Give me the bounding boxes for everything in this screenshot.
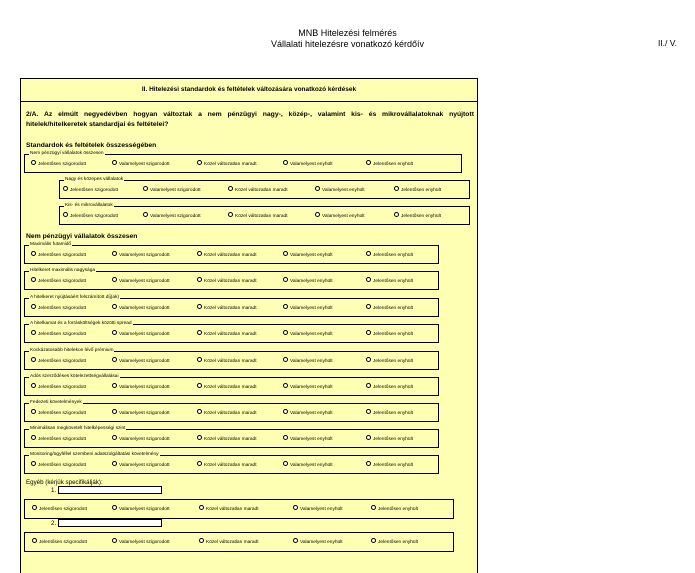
section-title: II. Hitelezési standardok és feltételek változására vonatkozó kérdések [141, 86, 357, 93]
radio-button[interactable] [31, 435, 36, 440]
radio-option[interactable]: Valamelyest enyhült [283, 305, 333, 312]
option-group-label: Kockázatosabb hitelekon lévő prémium [30, 348, 114, 353]
radio-button[interactable] [293, 505, 298, 510]
radio-option[interactable]: Jelentősen szigorodott [31, 161, 86, 168]
radio-option[interactable]: Jelentősen szigorodott [31, 358, 86, 365]
radio-option[interactable]: Valamelyest enyhült [315, 187, 365, 194]
group2-title: Nem pénzügyi vállalatok összesen [26, 233, 138, 240]
option-group-label: Hitelkeret maximális nagysága [30, 268, 96, 273]
radio-button[interactable] [197, 160, 202, 165]
radio-option[interactable]: Valamelyest szigorodott [112, 252, 170, 259]
option-group [24, 151, 462, 173]
radio-option[interactable]: Valamelyest szigorodott [112, 539, 170, 546]
radio-button[interactable] [197, 357, 202, 362]
radio-button[interactable] [371, 505, 376, 510]
radio-button[interactable] [112, 330, 117, 335]
option-group [24, 295, 439, 317]
radio-button[interactable] [31, 383, 36, 388]
radio-option[interactable]: Jelentősen szigorodott [31, 331, 86, 338]
radio-button[interactable] [366, 435, 371, 440]
radio-option[interactable]: Jelentősen szigorodott [31, 278, 86, 285]
option-group-label: Nagy és közepes vállalatok [65, 177, 124, 182]
other-number-1: 1. [51, 487, 57, 494]
radio-button[interactable] [31, 304, 36, 309]
radio-option[interactable]: Valamelyest enyhült [283, 410, 333, 417]
radio-button[interactable] [283, 383, 288, 388]
radio-option[interactable]: Jelentősen szigorodott [32, 539, 87, 546]
option-group [24, 426, 439, 448]
radio-button[interactable] [112, 251, 117, 256]
radio-button[interactable] [112, 538, 117, 543]
option-group [24, 452, 439, 474]
radio-button[interactable] [283, 251, 288, 256]
radio-button[interactable] [228, 212, 233, 217]
option-group [59, 177, 470, 199]
radio-button[interactable] [283, 409, 288, 414]
radio-option[interactable]: Jelentősen enyhült [366, 331, 413, 338]
option-group-label: Maximális futamidő [30, 242, 72, 247]
radio-button[interactable] [197, 409, 202, 414]
radio-option[interactable]: Jelentősen szigorodott [31, 410, 86, 417]
radio-button[interactable] [283, 461, 288, 466]
radio-option[interactable]: Valamelyest szigorodott [112, 358, 170, 365]
option-group-label: Nem pénzügyi vállalatok összesen [30, 151, 104, 156]
option-group-label: A hitelkamat és a forrásköltségek közötti spread [30, 321, 132, 326]
radio-button[interactable] [31, 357, 36, 362]
radio-button[interactable] [112, 461, 117, 466]
option-group-label: Fedezeti követelmények [30, 400, 82, 405]
radio-option[interactable]: Valamelyest enyhült [283, 278, 333, 285]
radio-button[interactable] [112, 277, 117, 282]
radio-option[interactable]: Valamelyest szigorodott [112, 410, 170, 417]
radio-button[interactable] [366, 461, 371, 466]
radio-button[interactable] [197, 304, 202, 309]
radio-button[interactable] [197, 251, 202, 256]
radio-button[interactable] [31, 409, 36, 414]
radio-button[interactable] [283, 160, 288, 165]
radio-option[interactable]: Közel változatlan maradt [197, 436, 257, 443]
radio-button[interactable] [283, 330, 288, 335]
radio-button[interactable] [197, 461, 202, 466]
page-number: II./ V. [657, 38, 677, 48]
radio-option[interactable]: Jelentősen enyhült [371, 506, 418, 513]
radio-button[interactable] [197, 277, 202, 282]
radio-option[interactable]: Valamelyest enyhült [283, 358, 333, 365]
radio-button[interactable] [371, 538, 376, 543]
radio-option[interactable]: Jelentősen szigorodott [31, 252, 86, 259]
radio-button[interactable] [283, 435, 288, 440]
radio-option[interactable]: Valamelyest szigorodott [112, 506, 170, 513]
option-group-label: A hitelkeret nyújtásáért felszámított díj(ak) [30, 295, 120, 300]
radio-button[interactable] [31, 277, 36, 282]
radio-option[interactable]: Valamelyest enyhült [283, 462, 333, 469]
option-group [59, 203, 470, 225]
radio-button[interactable] [199, 538, 204, 543]
radio-option[interactable]: Közel változatlan maradt [197, 384, 257, 391]
radio-option[interactable]: Közel változatlan maradt [197, 462, 257, 469]
radio-option[interactable]: Jelentősen enyhült [366, 252, 413, 259]
radio-option[interactable]: Közel változatlan maradt [228, 213, 288, 220]
radio-button[interactable] [31, 251, 36, 256]
section-divider [21, 101, 477, 102]
header-subtitle: Vállalati hitelezésre vonatkozó kérdőív [270, 39, 425, 49]
radio-button[interactable] [112, 505, 117, 510]
radio-button[interactable] [63, 186, 68, 191]
radio-option[interactable]: Valamelyest szigorodott [112, 278, 170, 285]
other-text-field-1[interactable] [58, 486, 162, 494]
radio-button[interactable] [315, 186, 320, 191]
radio-button[interactable] [283, 357, 288, 362]
radio-option[interactable]: Valamelyest szigorodott [112, 331, 170, 338]
radio-option[interactable]: Közel változatlan maradt [197, 305, 257, 312]
radio-option[interactable]: Közel változatlan maradt [197, 278, 257, 285]
option-group [24, 532, 454, 552]
radio-option[interactable]: Jelentősen enyhült [366, 305, 413, 312]
radio-button[interactable] [366, 277, 371, 282]
radio-button[interactable] [394, 212, 399, 217]
radio-option[interactable]: Valamelyest szigorodott [143, 213, 201, 220]
radio-button[interactable] [143, 186, 148, 191]
radio-button[interactable] [366, 357, 371, 362]
option-group-label: Adós szerződéses kötelezettségvállalásai [30, 374, 119, 379]
radio-option[interactable]: Közel változatlan maradt [197, 161, 257, 168]
radio-button[interactable] [32, 505, 37, 510]
radio-button[interactable] [31, 330, 36, 335]
radio-option[interactable]: Valamelyest enyhült [315, 213, 365, 220]
radio-option[interactable]: Jelentősen enyhült [366, 410, 413, 417]
radio-button[interactable] [143, 212, 148, 217]
radio-option[interactable]: Valamelyest enyhült [283, 161, 333, 168]
radio-option[interactable]: Valamelyest enyhült [283, 252, 333, 259]
radio-button[interactable] [197, 435, 202, 440]
radio-option[interactable]: Közel változatlan maradt [197, 358, 257, 365]
radio-button[interactable] [366, 330, 371, 335]
radio-option[interactable]: Jelentősen enyhült [366, 384, 413, 391]
radio-option[interactable]: Jelentősen szigorodott [63, 187, 118, 194]
radio-option[interactable]: Jelentősen szigorodott [31, 384, 86, 391]
radio-button[interactable] [283, 304, 288, 309]
radio-option[interactable]: Jelentősen enyhült [366, 358, 413, 365]
option-group-label: Minimálisan megkövetelt hitelképességi szint [30, 426, 126, 431]
radio-option[interactable]: Valamelyest enyhült [293, 539, 343, 546]
radio-button[interactable] [366, 251, 371, 256]
radio-option[interactable]: Jelentősen szigorodott [63, 213, 118, 220]
radio-option[interactable]: Közel változatlan maradt [197, 252, 257, 259]
radio-button[interactable] [197, 330, 202, 335]
radio-option[interactable]: Jelentősen szigorodott [31, 436, 86, 443]
radio-button[interactable] [112, 357, 117, 362]
radio-button[interactable] [366, 409, 371, 414]
radio-button[interactable] [199, 505, 204, 510]
option-group [24, 268, 439, 290]
radio-option[interactable]: Közel változatlan maradt [197, 410, 257, 417]
survey-form [20, 78, 478, 573]
radio-button[interactable] [112, 383, 117, 388]
radio-option[interactable]: Jelentősen enyhült [366, 161, 413, 168]
question-text: 2/A. Az elmúlt negyedévben hogyan változtak a nem pénzügyi nagy-, közép-, valamint kis- és mikrovállalatoknak nyújtott hitelek/hitelkeretek standardjai és feltételei? [26, 111, 474, 128]
radio-option[interactable]: Valamelyest szigorodott [143, 187, 201, 194]
radio-button[interactable] [366, 160, 371, 165]
other-specify-label: Egyéb (kérjük specifikálják): [26, 479, 103, 486]
radio-button[interactable] [283, 277, 288, 282]
radio-option[interactable]: Valamelyest enyhült [283, 436, 333, 443]
option-group [24, 348, 439, 370]
radio-option[interactable]: Jelentősen enyhült [394, 187, 441, 194]
radio-option[interactable]: Jelentősen enyhült [394, 213, 441, 220]
radio-option[interactable]: Valamelyest szigorodott [112, 436, 170, 443]
option-group [24, 374, 439, 396]
option-group [24, 400, 439, 422]
radio-option[interactable]: Jelentősen szigorodott [31, 305, 86, 312]
option-group [24, 321, 439, 343]
group1-title: Standardok és feltételek összességében [26, 142, 157, 149]
header-title: MNB Hitelezési felmérés [298, 28, 397, 38]
radio-button[interactable] [112, 409, 117, 414]
radio-button[interactable] [112, 435, 117, 440]
radio-option[interactable]: Valamelyest szigorodott [112, 305, 170, 312]
option-group [24, 242, 439, 264]
radio-button[interactable] [394, 186, 399, 191]
radio-option[interactable]: Közel változatlan maradt [228, 187, 288, 194]
radio-button[interactable] [112, 160, 117, 165]
radio-option[interactable]: Jelentősen szigorodott [31, 462, 86, 469]
radio-button[interactable] [293, 538, 298, 543]
radio-option[interactable]: Jelentősen szigorodott [32, 506, 87, 513]
option-group [24, 499, 454, 519]
radio-button[interactable] [31, 461, 36, 466]
radio-option[interactable]: Jelentősen enyhült [366, 462, 413, 469]
radio-option[interactable]: Valamelyest enyhült [283, 384, 333, 391]
radio-option[interactable]: Valamelyest enyhült [293, 506, 343, 513]
radio-option[interactable]: Valamelyest enyhült [283, 331, 333, 338]
radio-button[interactable] [32, 538, 37, 543]
option-group-label: Monitoring/ügyféllel szembeni adatszolgáltatási követelmény [30, 452, 159, 457]
radio-option[interactable]: Közel változatlan maradt [197, 331, 257, 338]
radio-option[interactable]: Valamelyest szigorodott [112, 462, 170, 469]
radio-option[interactable]: Valamelyest szigorodott [112, 161, 170, 168]
radio-option[interactable]: Jelentősen enyhült [366, 436, 413, 443]
radio-option[interactable]: Jelentősen enyhült [366, 278, 413, 285]
radio-button[interactable] [315, 212, 320, 217]
option-group-label: Kis- és mikrovállalatok [65, 203, 113, 208]
radio-button[interactable] [31, 160, 36, 165]
other-number-2: 2. [51, 520, 57, 527]
radio-option[interactable]: Jelentősen enyhült [371, 539, 418, 546]
other-text-field-2[interactable] [58, 519, 162, 527]
radio-button[interactable] [366, 383, 371, 388]
radio-button[interactable] [112, 304, 117, 309]
radio-option[interactable]: Közel változatlan maradt [199, 539, 259, 546]
radio-button[interactable] [366, 304, 371, 309]
radio-button[interactable] [197, 383, 202, 388]
radio-button[interactable] [228, 186, 233, 191]
radio-option[interactable]: Valamelyest szigorodott [112, 384, 170, 391]
radio-button[interactable] [63, 212, 68, 217]
radio-option[interactable]: Közel változatlan maradt [199, 506, 259, 513]
